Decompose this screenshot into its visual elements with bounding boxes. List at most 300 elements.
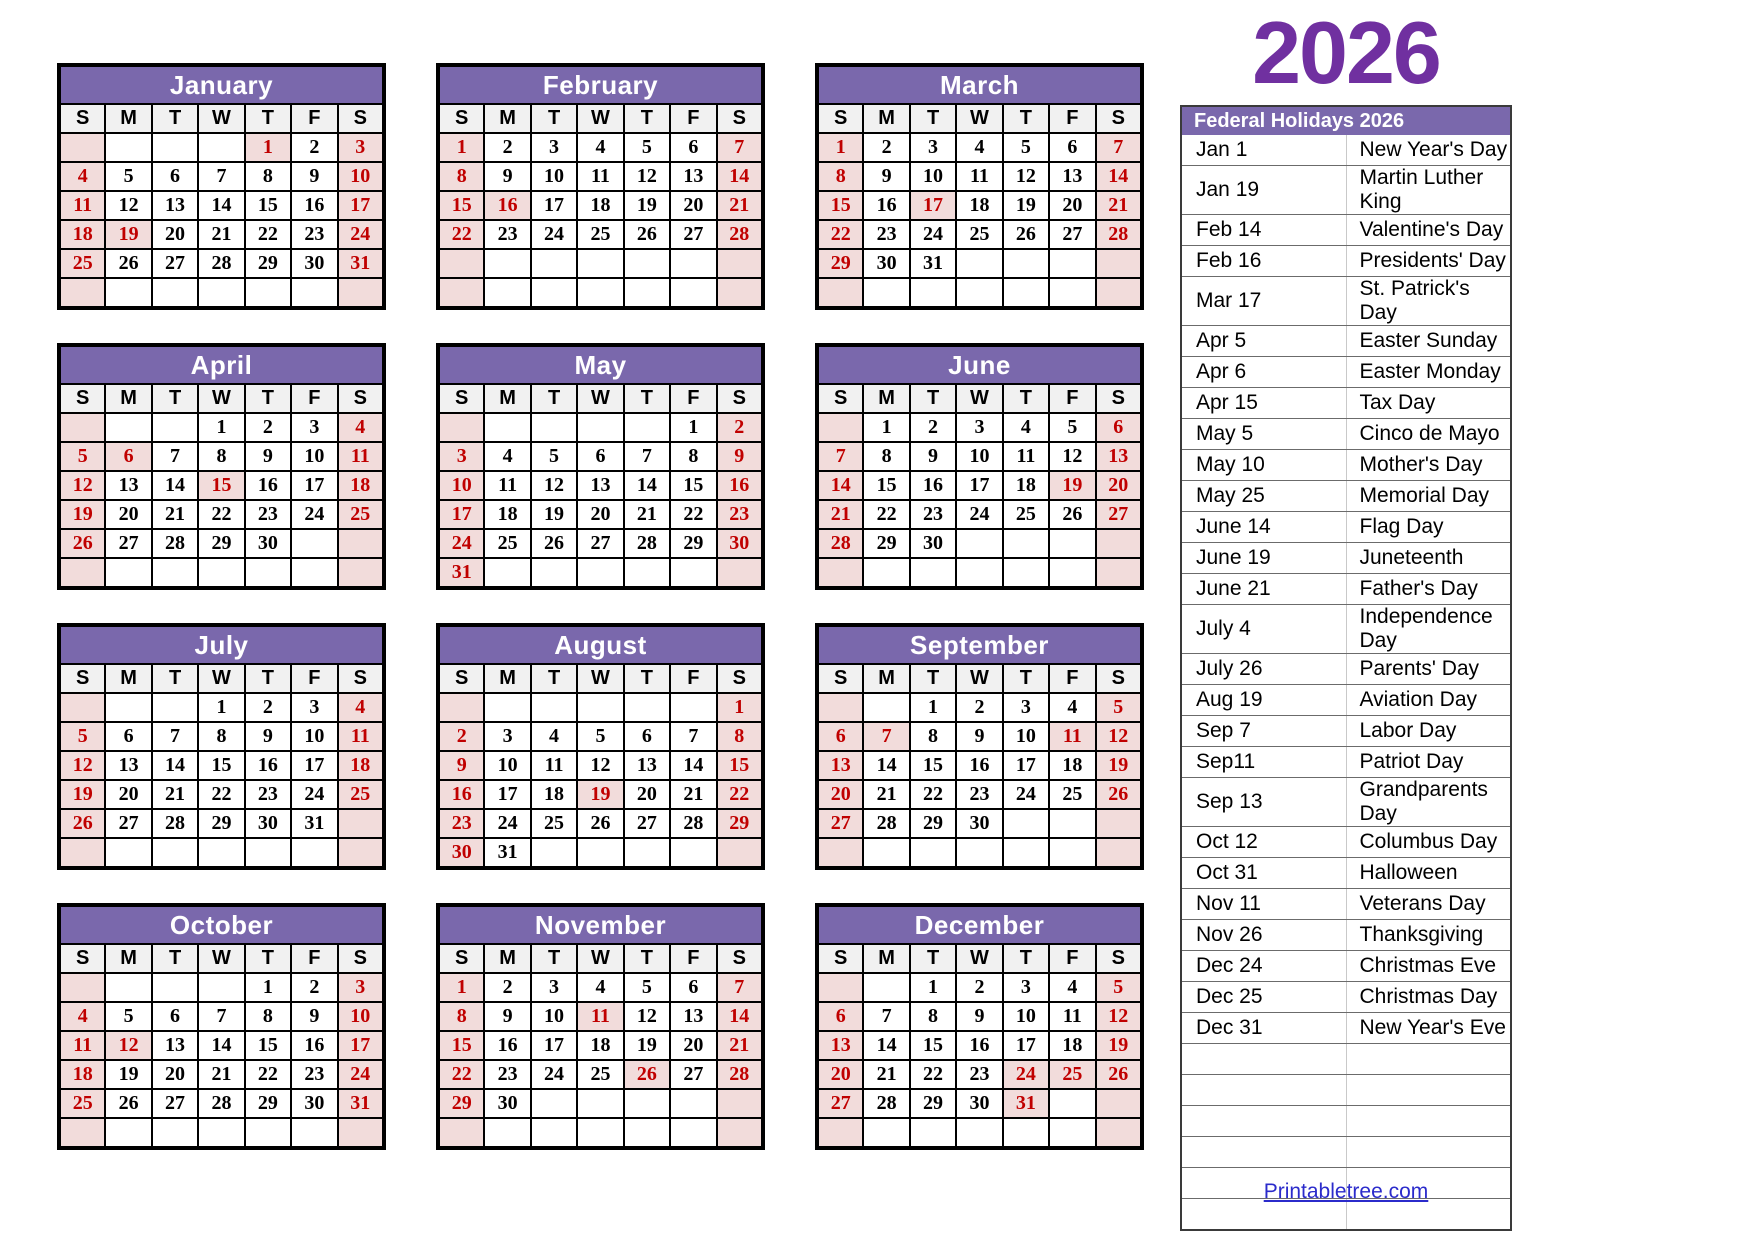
week-row — [59, 780, 384, 809]
day-of-week-label: S — [438, 104, 484, 133]
day-cell: 18 — [1049, 1031, 1095, 1060]
day-of-week-label: W — [577, 944, 623, 973]
day-cell: 11 — [484, 471, 530, 500]
day-cell — [717, 1089, 763, 1118]
day-cell: 22 — [438, 220, 484, 249]
day-of-week-label: T — [624, 944, 670, 973]
week-row — [59, 809, 384, 838]
day-cell: 1 — [717, 693, 763, 722]
day-cell — [624, 249, 670, 278]
month-december — [815, 903, 1144, 1150]
day-cell: 15 — [670, 471, 716, 500]
day-cell: 26 — [624, 1060, 670, 1089]
day-cell: 28 — [717, 1060, 763, 1089]
week-row — [817, 973, 1142, 1002]
day-cell: 11 — [338, 442, 384, 471]
month-title: December — [817, 905, 1142, 944]
day-cell — [152, 838, 198, 868]
day-cell: 23 — [291, 220, 337, 249]
day-cell — [338, 838, 384, 868]
day-of-week-label: S — [59, 384, 105, 413]
printabletree-link[interactable]: Printabletree.com — [1263, 1180, 1429, 1203]
holiday-row — [1181, 685, 1511, 716]
day-cell: 18 — [956, 191, 1002, 220]
day-cell: 17 — [291, 471, 337, 500]
holiday-name: Patriot Day — [1346, 747, 1511, 778]
day-cell: 16 — [291, 191, 337, 220]
holiday-empty-row — [1181, 1106, 1511, 1137]
day-of-week-label: W — [956, 664, 1002, 693]
day-cell: 6 — [1096, 413, 1142, 442]
day-cell: 8 — [198, 722, 244, 751]
day-cell: 27 — [817, 1089, 863, 1118]
day-cell: 21 — [152, 500, 198, 529]
day-cell — [438, 693, 484, 722]
day-of-week-row — [438, 944, 763, 973]
day-cell: 28 — [1096, 220, 1142, 249]
day-cell: 15 — [910, 1031, 956, 1060]
day-of-week-label: T — [1003, 944, 1049, 973]
week-row — [59, 722, 384, 751]
holiday-row — [1181, 388, 1511, 419]
day-cell: 19 — [531, 500, 577, 529]
holiday-date: Nov 11 — [1181, 889, 1346, 920]
day-cell: 24 — [291, 500, 337, 529]
day-cell: 11 — [1049, 1002, 1095, 1031]
holiday-row — [1181, 747, 1511, 778]
week-row — [59, 162, 384, 191]
day-cell — [624, 558, 670, 588]
day-cell: 15 — [910, 751, 956, 780]
holiday-date: Dec 31 — [1181, 1013, 1346, 1044]
day-of-week-label: S — [338, 944, 384, 973]
holiday-row — [1181, 574, 1511, 605]
holiday-row — [1181, 135, 1511, 166]
day-cell: 19 — [1096, 751, 1142, 780]
day-of-week-label: S — [1096, 944, 1142, 973]
day-cell: 16 — [956, 751, 1002, 780]
holiday-date: Feb 14 — [1181, 215, 1346, 246]
holiday-row — [1181, 1013, 1511, 1044]
day-cell: 2 — [484, 973, 530, 1002]
day-cell: 3 — [291, 413, 337, 442]
day-cell: 6 — [152, 162, 198, 191]
day-cell — [531, 838, 577, 868]
week-row — [59, 1002, 384, 1031]
week-row — [817, 838, 1142, 868]
day-cell — [817, 278, 863, 308]
day-cell: 4 — [338, 413, 384, 442]
day-cell: 11 — [59, 191, 105, 220]
day-cell: 20 — [152, 220, 198, 249]
week-row — [438, 278, 763, 308]
day-cell: 3 — [291, 693, 337, 722]
day-cell — [1049, 809, 1095, 838]
holiday-empty-row — [1181, 1044, 1511, 1075]
day-cell — [438, 1118, 484, 1148]
day-cell — [1049, 278, 1095, 308]
day-cell: 7 — [198, 1002, 244, 1031]
day-cell: 6 — [670, 133, 716, 162]
day-cell — [531, 558, 577, 588]
holiday-name — [1346, 1044, 1511, 1075]
day-cell: 14 — [717, 162, 763, 191]
day-cell — [817, 973, 863, 1002]
month-title: April — [59, 345, 384, 384]
day-cell: 8 — [438, 1002, 484, 1031]
holiday-date: July 26 — [1181, 654, 1346, 685]
day-cell: 29 — [438, 1089, 484, 1118]
day-of-week-label: S — [59, 664, 105, 693]
day-of-week-row — [817, 384, 1142, 413]
day-cell — [198, 278, 244, 308]
day-cell: 26 — [1003, 220, 1049, 249]
day-cell: 18 — [1049, 751, 1095, 780]
week-row — [817, 191, 1142, 220]
day-cell — [717, 1118, 763, 1148]
day-cell: 28 — [152, 529, 198, 558]
week-row — [438, 1031, 763, 1060]
day-of-week-label: W — [198, 104, 244, 133]
week-row — [817, 249, 1142, 278]
day-cell: 3 — [531, 973, 577, 1002]
week-row — [59, 500, 384, 529]
day-of-week-label: W — [956, 104, 1002, 133]
holiday-row — [1181, 951, 1511, 982]
day-cell: 7 — [670, 722, 716, 751]
week-row — [59, 413, 384, 442]
holiday-date — [1181, 1137, 1346, 1168]
day-of-week-label: M — [105, 944, 151, 973]
week-row — [817, 529, 1142, 558]
day-cell: 19 — [1003, 191, 1049, 220]
day-of-week-label: F — [670, 384, 716, 413]
month-title: March — [817, 65, 1142, 104]
day-cell — [577, 413, 623, 442]
day-cell: 12 — [1003, 162, 1049, 191]
day-cell: 27 — [105, 809, 151, 838]
day-cell: 20 — [105, 780, 151, 809]
day-of-week-label: T — [531, 944, 577, 973]
day-cell: 21 — [717, 191, 763, 220]
day-cell — [484, 693, 530, 722]
day-of-week-label: M — [484, 944, 530, 973]
day-cell — [291, 1118, 337, 1148]
day-of-week-label: M — [484, 384, 530, 413]
day-cell: 1 — [863, 413, 909, 442]
holiday-date — [1181, 1075, 1346, 1106]
holiday-row — [1181, 277, 1511, 326]
month-april — [57, 343, 386, 590]
day-cell — [1003, 558, 1049, 588]
month-may — [436, 343, 765, 590]
day-cell: 3 — [1003, 973, 1049, 1002]
day-cell: 20 — [670, 1031, 716, 1060]
day-cell — [59, 838, 105, 868]
day-cell — [198, 558, 244, 588]
day-cell: 17 — [438, 500, 484, 529]
month-title: May — [438, 345, 763, 384]
holiday-row — [1181, 512, 1511, 543]
day-cell: 28 — [863, 1089, 909, 1118]
holiday-date: Nov 26 — [1181, 920, 1346, 951]
holiday-name: Independence Day — [1346, 605, 1511, 654]
day-cell: 20 — [817, 1060, 863, 1089]
day-cell — [956, 529, 1002, 558]
day-cell: 19 — [59, 780, 105, 809]
day-of-week-label: S — [817, 104, 863, 133]
holiday-name: New Year's Day — [1346, 135, 1511, 166]
day-cell: 26 — [59, 529, 105, 558]
holiday-row — [1181, 215, 1511, 246]
day-of-week-label: F — [291, 944, 337, 973]
day-cell — [863, 1118, 909, 1148]
day-cell — [863, 558, 909, 588]
holiday-name: Juneteenth — [1346, 543, 1511, 574]
day-of-week-label: F — [670, 944, 716, 973]
day-cell — [817, 838, 863, 868]
day-of-week-label: T — [245, 384, 291, 413]
day-cell: 22 — [910, 780, 956, 809]
day-of-week-label: S — [1096, 384, 1142, 413]
day-cell — [152, 278, 198, 308]
day-cell: 29 — [863, 529, 909, 558]
day-of-week-label: T — [531, 104, 577, 133]
day-cell: 1 — [910, 693, 956, 722]
day-cell: 5 — [105, 1002, 151, 1031]
day-cell: 6 — [817, 1002, 863, 1031]
holiday-name: Easter Monday — [1346, 357, 1511, 388]
day-cell: 17 — [338, 191, 384, 220]
day-cell: 31 — [438, 558, 484, 588]
day-of-week-label: S — [717, 664, 763, 693]
day-cell: 3 — [531, 133, 577, 162]
day-cell: 17 — [956, 471, 1002, 500]
day-cell — [105, 558, 151, 588]
day-cell: 12 — [1096, 722, 1142, 751]
day-cell — [105, 838, 151, 868]
day-cell: 20 — [817, 780, 863, 809]
day-cell: 9 — [245, 722, 291, 751]
day-cell — [1003, 809, 1049, 838]
day-of-week-row — [438, 664, 763, 693]
day-cell: 5 — [1096, 693, 1142, 722]
day-cell — [863, 973, 909, 1002]
day-of-week-label: S — [59, 104, 105, 133]
day-cell: 10 — [531, 1002, 577, 1031]
day-of-week-label: M — [863, 664, 909, 693]
day-cell — [105, 413, 151, 442]
month-title: November — [438, 905, 763, 944]
day-cell: 18 — [577, 1031, 623, 1060]
day-cell — [1003, 838, 1049, 868]
month-title: October — [59, 905, 384, 944]
day-cell: 22 — [438, 1060, 484, 1089]
day-cell: 20 — [670, 191, 716, 220]
day-cell: 21 — [152, 780, 198, 809]
day-cell — [717, 249, 763, 278]
day-cell: 2 — [245, 413, 291, 442]
week-row — [817, 220, 1142, 249]
day-cell: 2 — [956, 973, 1002, 1002]
day-cell: 7 — [717, 133, 763, 162]
day-cell: 12 — [59, 751, 105, 780]
day-cell — [1003, 1118, 1049, 1148]
day-cell: 26 — [531, 529, 577, 558]
day-cell — [198, 133, 244, 162]
month-september — [815, 623, 1144, 870]
day-cell — [624, 693, 670, 722]
day-cell: 22 — [863, 500, 909, 529]
day-cell — [624, 1089, 670, 1118]
day-cell: 4 — [59, 1002, 105, 1031]
day-cell: 14 — [198, 191, 244, 220]
day-cell: 5 — [1096, 973, 1142, 1002]
holiday-name: Easter Sunday — [1346, 326, 1511, 357]
day-cell — [817, 558, 863, 588]
day-cell: 3 — [1003, 693, 1049, 722]
day-cell: 12 — [1049, 442, 1095, 471]
holiday-date: Apr 5 — [1181, 326, 1346, 357]
month-title: February — [438, 65, 763, 104]
day-cell: 13 — [1049, 162, 1095, 191]
day-cell: 27 — [152, 1089, 198, 1118]
holiday-row — [1181, 778, 1511, 827]
day-cell: 17 — [910, 191, 956, 220]
day-cell: 28 — [152, 809, 198, 838]
holiday-name: Christmas Eve — [1346, 951, 1511, 982]
day-cell: 2 — [245, 693, 291, 722]
day-cell: 21 — [198, 220, 244, 249]
day-of-week-label: M — [105, 104, 151, 133]
holiday-name: Parents' Day — [1346, 654, 1511, 685]
day-cell: 8 — [910, 722, 956, 751]
day-cell — [670, 278, 716, 308]
day-cell: 2 — [484, 133, 530, 162]
day-of-week-label: T — [245, 664, 291, 693]
day-cell — [291, 278, 337, 308]
day-of-week-label: T — [624, 664, 670, 693]
week-row — [438, 191, 763, 220]
day-cell: 9 — [245, 442, 291, 471]
day-of-week-row — [817, 104, 1142, 133]
day-cell — [198, 973, 244, 1002]
day-cell: 8 — [245, 1002, 291, 1031]
day-cell: 16 — [245, 471, 291, 500]
day-cell: 5 — [105, 162, 151, 191]
holiday-name: Veterans Day — [1346, 889, 1511, 920]
day-cell: 27 — [105, 529, 151, 558]
day-cell — [245, 838, 291, 868]
day-cell: 13 — [152, 191, 198, 220]
week-row — [817, 133, 1142, 162]
day-of-week-label: M — [484, 104, 530, 133]
day-cell — [531, 1118, 577, 1148]
day-cell: 12 — [59, 471, 105, 500]
day-cell: 10 — [484, 751, 530, 780]
day-cell: 19 — [624, 1031, 670, 1060]
day-cell — [1003, 249, 1049, 278]
day-cell — [338, 558, 384, 588]
day-cell: 18 — [484, 500, 530, 529]
month-title: January — [59, 65, 384, 104]
day-cell: 29 — [817, 249, 863, 278]
week-row — [59, 1031, 384, 1060]
day-cell — [338, 809, 384, 838]
holiday-date: Aug 19 — [1181, 685, 1346, 716]
week-row — [59, 442, 384, 471]
day-cell: 17 — [531, 191, 577, 220]
day-cell: 12 — [105, 191, 151, 220]
day-cell: 17 — [291, 751, 337, 780]
day-cell — [198, 1118, 244, 1148]
day-cell: 11 — [1003, 442, 1049, 471]
day-of-week-label: T — [910, 384, 956, 413]
day-cell: 6 — [1049, 133, 1095, 162]
day-of-week-label: S — [717, 944, 763, 973]
day-of-week-row — [59, 944, 384, 973]
day-of-week-row — [59, 664, 384, 693]
day-cell — [105, 693, 151, 722]
day-cell — [1096, 249, 1142, 278]
day-cell — [105, 973, 151, 1002]
holiday-row — [1181, 858, 1511, 889]
day-of-week-label: T — [1003, 104, 1049, 133]
day-cell: 24 — [910, 220, 956, 249]
holiday-name: Cinco de Mayo — [1346, 419, 1511, 450]
day-cell — [817, 693, 863, 722]
day-cell: 12 — [624, 162, 670, 191]
holiday-date: May 5 — [1181, 419, 1346, 450]
day-cell: 3 — [956, 413, 1002, 442]
day-cell: 5 — [624, 133, 670, 162]
day-cell: 17 — [338, 1031, 384, 1060]
day-cell — [1049, 1089, 1095, 1118]
day-cell: 25 — [338, 500, 384, 529]
day-of-week-label: S — [717, 384, 763, 413]
day-cell — [152, 973, 198, 1002]
day-cell — [59, 133, 105, 162]
day-cell: 26 — [1096, 780, 1142, 809]
day-cell: 12 — [624, 1002, 670, 1031]
day-cell: 24 — [291, 780, 337, 809]
day-of-week-row — [438, 384, 763, 413]
day-cell: 15 — [863, 471, 909, 500]
day-cell — [152, 558, 198, 588]
day-cell — [956, 278, 1002, 308]
day-cell: 16 — [956, 1031, 1002, 1060]
day-cell: 18 — [59, 1060, 105, 1089]
holiday-name: Grandparents Day — [1346, 778, 1511, 827]
month-title: July — [59, 625, 384, 664]
day-cell — [338, 529, 384, 558]
day-cell: 23 — [956, 1060, 1002, 1089]
day-cell: 31 — [484, 838, 530, 868]
holiday-row — [1181, 982, 1511, 1013]
month-november — [436, 903, 765, 1150]
day-cell: 21 — [863, 1060, 909, 1089]
day-cell: 20 — [1096, 471, 1142, 500]
day-cell: 30 — [438, 838, 484, 868]
month-august — [436, 623, 765, 870]
day-cell: 16 — [484, 1031, 530, 1060]
day-cell: 12 — [1096, 1002, 1142, 1031]
week-row — [438, 220, 763, 249]
day-cell: 22 — [245, 220, 291, 249]
day-cell: 28 — [198, 1089, 244, 1118]
day-of-week-label: S — [438, 384, 484, 413]
day-cell: 2 — [956, 693, 1002, 722]
